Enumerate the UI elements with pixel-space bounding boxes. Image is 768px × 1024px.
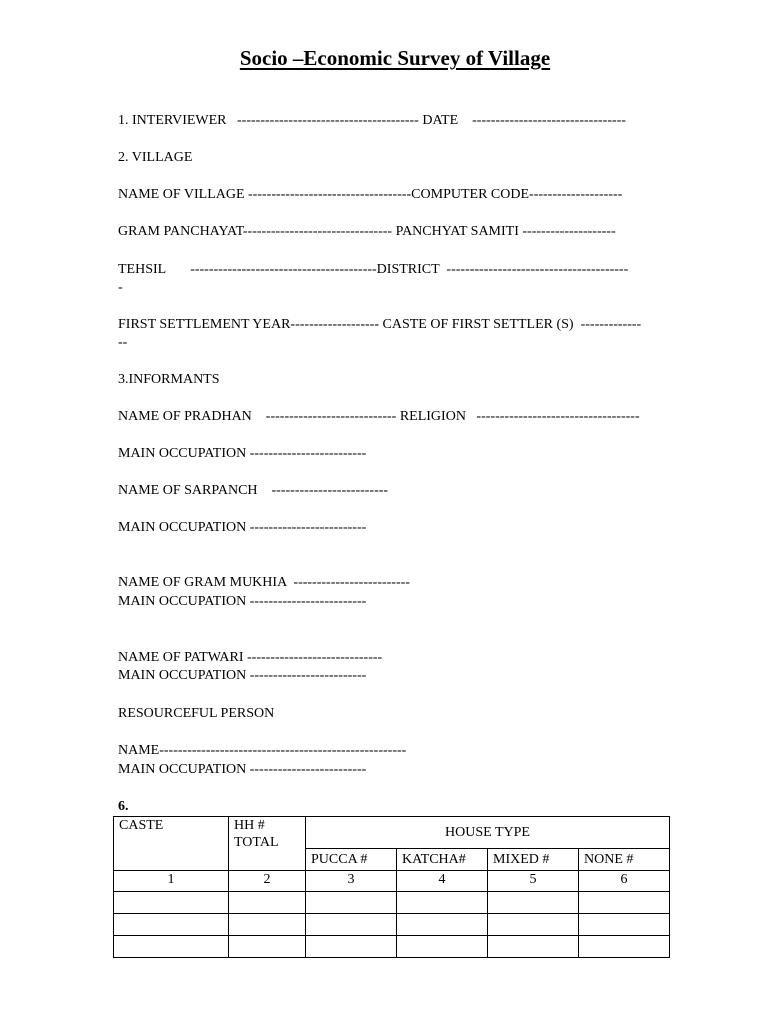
table-cell[interactable] bbox=[306, 914, 397, 936]
column-number: 4 bbox=[397, 871, 488, 892]
section-6-label: 6. bbox=[118, 799, 129, 814]
table-cell[interactable] bbox=[306, 936, 397, 958]
resourceful-name-line[interactable]: NAME----------------------------------------------------- bbox=[118, 743, 407, 758]
table-cell[interactable] bbox=[579, 914, 670, 936]
village-name-code-line[interactable]: NAME OF VILLAGE -----------------------------------COMPUTER CODE-------------------- bbox=[118, 187, 623, 202]
pradhan-religion-line[interactable]: NAME OF PRADHAN ---------------------------- RELIGION ----------------------------------- bbox=[118, 409, 640, 424]
table-cell[interactable] bbox=[397, 936, 488, 958]
informants-heading: 3.INFORMANTS bbox=[118, 372, 220, 387]
interviewer-date-line[interactable]: 1. INTERVIEWER --------------------------------------- DATE --------------------------------- bbox=[118, 113, 626, 128]
table-cell[interactable] bbox=[579, 892, 670, 914]
column-number: 3 bbox=[306, 871, 397, 892]
column-number: 1 bbox=[114, 871, 229, 892]
table-cell[interactable] bbox=[114, 936, 229, 958]
hh-total-header bbox=[229, 817, 306, 871]
house-type-table bbox=[113, 816, 670, 958]
sarpanch-occupation-line[interactable]: MAIN OCCUPATION ------------------------- bbox=[118, 520, 367, 535]
tehsil-district-line[interactable]: TEHSIL ----------------------------------------DISTRICT --------------------------------------- bbox=[118, 262, 629, 277]
patwari-name-line[interactable]: NAME OF PATWARI ----------------------------- bbox=[118, 650, 383, 665]
column-number: 6 bbox=[579, 871, 670, 892]
patwari-occupation-line[interactable]: MAIN OCCUPATION ------------------------- bbox=[118, 668, 367, 683]
page-title: Socio –Economic Survey of Village bbox=[239, 46, 551, 70]
table-cell[interactable] bbox=[397, 892, 488, 914]
caste-header: CASTE bbox=[114, 817, 229, 871]
table-cell[interactable] bbox=[488, 936, 579, 958]
table-cell[interactable] bbox=[488, 892, 579, 914]
sarpanch-name-line[interactable]: NAME OF SARPANCH ------------------------- bbox=[118, 483, 389, 498]
table-cell[interactable] bbox=[114, 892, 229, 914]
hh-header-line1: HH # bbox=[234, 818, 265, 833]
tehsil-line-continuation: - bbox=[118, 280, 123, 295]
table-cell[interactable] bbox=[114, 914, 229, 936]
first-settlement-line[interactable]: FIRST SETTLEMENT YEAR------------------- CASTE OF FIRST SETTLER (S) ------------- bbox=[118, 317, 642, 332]
table-cell[interactable] bbox=[229, 936, 306, 958]
table-cell[interactable] bbox=[397, 914, 488, 936]
mukhia-name-line[interactable]: NAME OF GRAM MUKHIA ------------------------- bbox=[118, 575, 410, 590]
resourceful-heading: RESOURCEFUL PERSON bbox=[118, 706, 275, 721]
table-cell[interactable] bbox=[229, 914, 306, 936]
house-type-header: HOUSE TYPE bbox=[306, 817, 670, 849]
column-number: 5 bbox=[488, 871, 579, 892]
panchayat-line[interactable]: GRAM PANCHAYAT-------------------------------- PANCHYAT SAMITI -------------------- bbox=[118, 224, 616, 239]
table-cell[interactable] bbox=[488, 914, 579, 936]
mukhia-occupation-line[interactable]: MAIN OCCUPATION ------------------------- bbox=[118, 594, 367, 609]
table-cell[interactable] bbox=[579, 936, 670, 958]
resourceful-occupation-line[interactable]: MAIN OCCUPATION ------------------------- bbox=[118, 762, 367, 777]
hh-header-line2: TOTAL bbox=[234, 835, 279, 850]
katcha-header: KATCHA# bbox=[397, 849, 488, 871]
first-settlement-continuation: -- bbox=[118, 335, 128, 350]
mixed-header: MIXED # bbox=[488, 849, 579, 871]
table-cell[interactable] bbox=[306, 892, 397, 914]
table-cell[interactable] bbox=[229, 892, 306, 914]
column-number: 2 bbox=[229, 871, 306, 892]
pucca-header: PUCCA # bbox=[306, 849, 397, 871]
pradhan-occupation-line[interactable]: MAIN OCCUPATION ------------------------- bbox=[118, 446, 367, 461]
village-heading: 2. VILLAGE bbox=[118, 150, 193, 165]
none-header: NONE # bbox=[579, 849, 670, 871]
